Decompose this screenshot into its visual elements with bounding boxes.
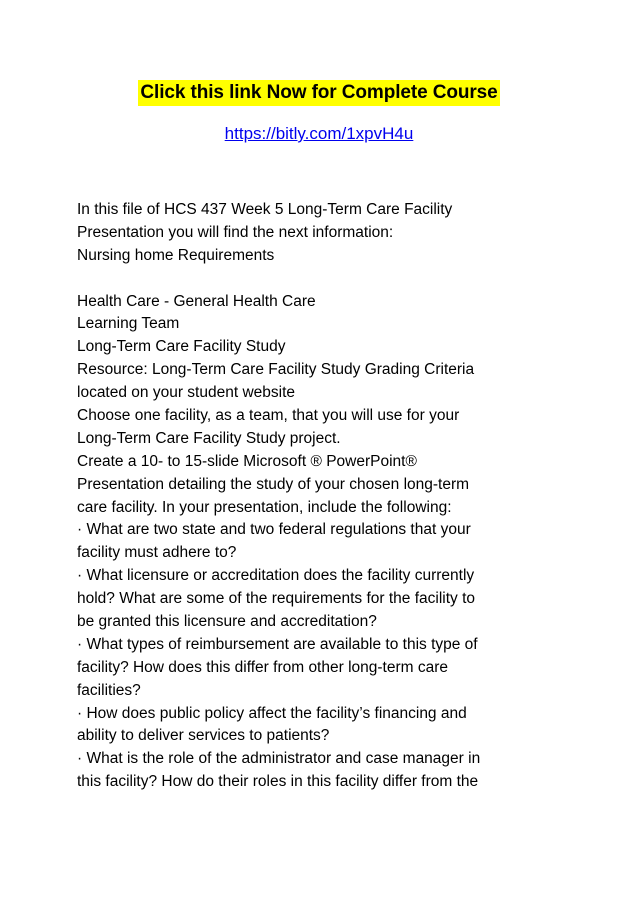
body-line: facilities? [77,681,141,699]
page-title: Click this link Now for Complete Course [138,80,499,106]
paragraph-gap [77,268,557,291]
body-line: be granted this licensure and accreditation? [77,613,377,631]
body-line: facility must adhere to? [77,544,237,562]
body-line: Create a 10- to 15-slide Microsoft ® PowerPoint® [77,452,417,470]
bullet-line: · What licensure or accreditation does the facility currently [77,567,475,585]
body-line: Presentation detailing the study of your chosen long-term [77,475,470,493]
intro-line: In this file of HCS 437 Week 5 Long-Term Care Facility [77,201,453,218]
body-line: ability to deliver services to patients? [77,727,330,745]
bullet-line: · What is the role of the administrator and case manager in [77,750,481,768]
bullet-line: · What types of reimbursement are available to this type of [77,635,478,653]
body-line: Learning Team [77,315,180,333]
body-line: hold? What are some of the requirements for the facility to [77,590,476,608]
course-link[interactable]: https://bitly.com/1xpvH4u [224,124,414,143]
body-line: Choose one facility, as a team, that you will use for your [77,407,460,425]
intro-line: Presentation you will find the next information: [77,223,394,241]
body-line: Resource: Long-Term Care Facility Study Grading Criteria [77,361,475,379]
body-line: Long-Term Care Facility Study [77,338,286,356]
header-title-wrap [0,80,638,106]
document-body [77,199,557,794]
body-line: located on your student website [77,384,295,402]
body-line: facility? How does this differ from other long-term care [77,658,449,676]
body-line: this facility? How do their roles in this facility differ from the [77,773,479,791]
body-line: Long-Term Care Facility Study project. [77,429,341,447]
intro-line: Nursing home Requirements [77,246,275,264]
body-line: care facility. In your presentation, include the following: [77,498,452,516]
bullet-line: · What are two state and two federal regulations that your [77,521,471,539]
bullet-line: · How does public policy affect the facility’s financing and [77,704,467,722]
body-line: Health Care - General Health Care [77,292,316,310]
header-link-wrap [0,122,638,146]
